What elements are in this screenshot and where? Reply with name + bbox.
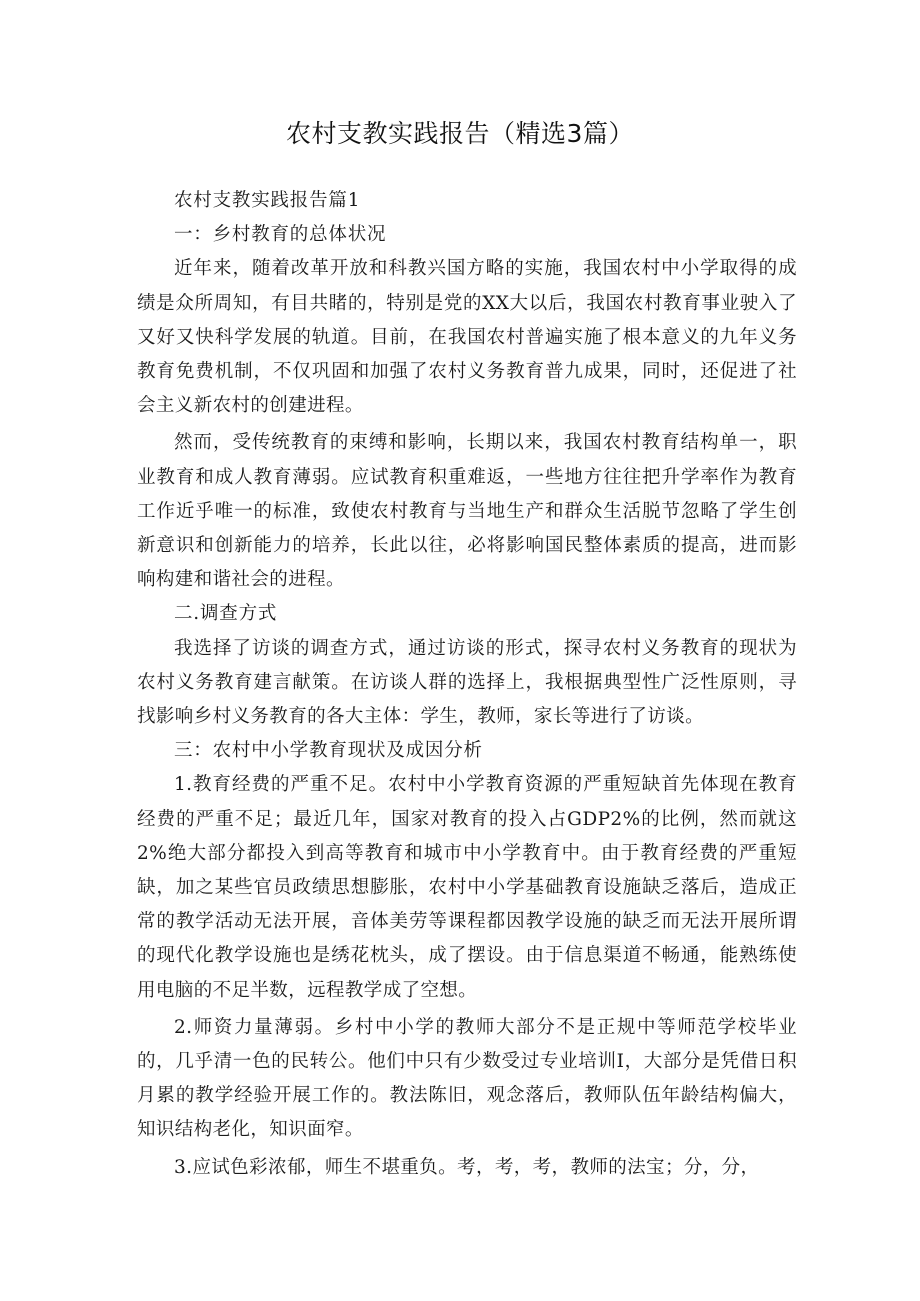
section-heading-article-1: 农村支教实践报告篇1: [174, 190, 361, 211]
paragraph-survey-method: 我选择了访谈的调查方式，通过访谈的形式，探寻农村义务教育的现状为农村义务教育建言献策。在访谈人群的选择上，我根据典型性广泛性原则，寻找影响乡村义务教育的各大主体：学生，教师，家长等进行了访谈。: [137, 637, 797, 728]
paragraph-overview-1: 近年来，随着改革开放和科教兴国方略的实施，我国农村中小学取得的成绩是众所周知，有目共睹的，特别是党的XX大以后，我国农村教育事业驶入了又好又快科学发展的轨道。目前，在我国农村普遍实施了根本意义的九年义务教育免费机制，不仅巩固和加强了农村义务教育普九成果，同时，还促进了社会主义新农村的创建进程。: [137, 258, 797, 417]
section-heading-analysis: 三：农村中小学教育现状及成因分析: [174, 740, 483, 762]
document-title: 农村支教实践报告（精选3篇）: [286, 119, 634, 148]
section-heading-overview: 一：乡村教育的总体状况: [174, 224, 387, 246]
paragraph-funding: 1.教育经费的严重不足。农村中小学教育资源的严重短缺首先体现在教育经费的严重不足；最近几年，国家对教育的投入占GDP2%的比例，然而就这2%绝大部分都投入到高等教育和城市中小学教育中。由于教育经费的严重短缺，加之某些官员政绩思想膨胀，农村中小学基础教育设施缺乏落后，造成正常的教学活动无法开展，音体美劳等课程都因教学设施的缺乏而无法开展所谓的现代化教学设施也是绣花枕头，成了摆设。由于信息渠道不畅通，能熟练使用电脑的不足半数，远程教学成了空想。: [137, 774, 797, 1001]
paragraph-teachers: 2.师资力量薄弱。乡村中小学的教师大部分不是正规中等师范学校毕业的，几乎清一色的民转公。他们中只有少数受过专业培训I，大部分是凭借日积月累的教学经验开展工作的。教法陈旧，观念落后，教师队伍年龄结构偏大，知识结构老化，知识面窄。: [137, 1016, 797, 1141]
document-body: [137, 184, 797, 1185]
paragraph-exam-pressure: 3.应试色彩浓郁，师生不堪重负。考，考，考，教师的法宝；分，分，: [174, 1156, 760, 1178]
paragraph-overview-2: 然而，受传统教育的束缚和影响，长期以来，我国农村教育结构单一，职业教育和成人教育薄弱。应试教育积重难返，一些地方往往把升学率作为教育工作近乎唯一的标准，致使农村教育与当地生产和群众生活脱节忽略了学生创新意识和创新能力的培养，长此以往，必将影响国民整体素质的提高，进而影响构建和谐社会的进程。: [137, 432, 797, 591]
section-heading-survey-method: 二.调查方式: [174, 603, 278, 625]
